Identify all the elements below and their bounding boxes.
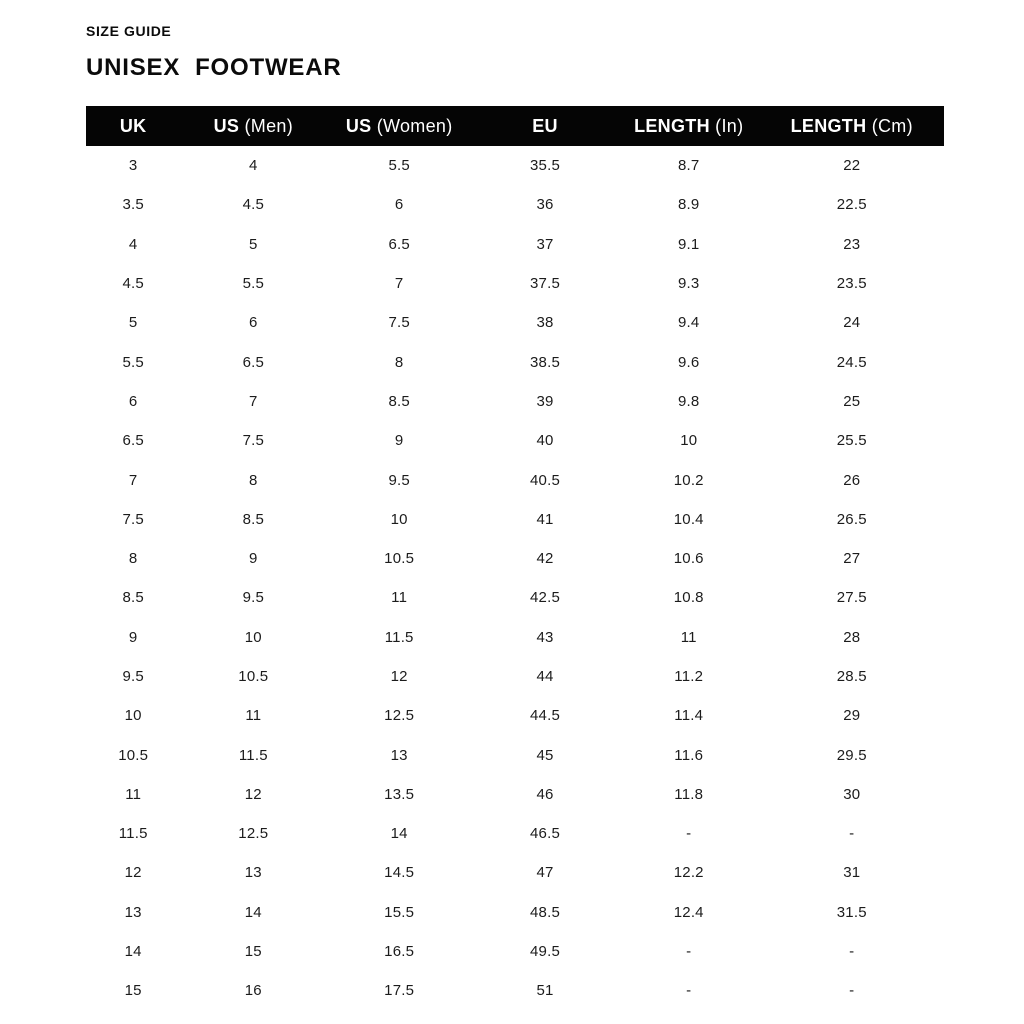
size-cell: 11 — [245, 707, 262, 725]
size-cell: 9 — [249, 550, 258, 568]
size-cell: 7.5 — [388, 314, 410, 332]
size-cell: 40 — [536, 432, 554, 450]
size-cell: 9 — [394, 432, 404, 450]
size-cell: 6.5 — [122, 432, 144, 450]
size-cell: 15.5 — [384, 903, 415, 921]
page-title: UNISEX FOOTWEAR — [86, 54, 342, 81]
size-cell: 48.5 — [530, 903, 561, 921]
size-cell: 8 — [128, 550, 138, 568]
size-cell: 16.5 — [384, 943, 415, 961]
size-table-body — [86, 146, 944, 1011]
size-cell: 5.5 — [122, 353, 144, 371]
size-cell: 46 — [536, 785, 554, 803]
size-cell: - — [686, 982, 692, 1000]
size-cell: 44.5 — [530, 707, 561, 725]
column-header-unit: (In) — [709, 115, 744, 136]
column-header-label: LENGTH — [790, 115, 867, 136]
size-cell: 12 — [124, 864, 142, 882]
size-cell: 14 — [390, 825, 408, 843]
size-cell: 12 — [390, 668, 408, 685]
column-header-label: US — [345, 115, 372, 136]
size-cell: 31 — [843, 864, 861, 882]
size-cell: 11.2 — [674, 668, 704, 685]
size-cell: 14 — [124, 943, 142, 961]
size-cell: 12.2 — [673, 864, 704, 882]
size-cell: 8 — [394, 353, 404, 371]
size-cell: 45 — [536, 746, 554, 764]
size-cell: 10 — [680, 432, 698, 450]
size-cell: 26.5 — [836, 510, 867, 528]
size-cell: 14 — [244, 903, 262, 921]
size-cell: 9 — [128, 628, 138, 646]
size-table-header-row — [86, 106, 944, 146]
column-header-unit: (Men) — [239, 115, 294, 136]
size-cell: 27.5 — [836, 589, 867, 607]
size-cell: 13 — [124, 903, 142, 921]
size-cell: 10.5 — [238, 668, 269, 685]
size-row — [86, 303, 944, 342]
size-row — [86, 382, 944, 421]
size-cell: 47 — [536, 864, 554, 882]
size-cell: 4.5 — [122, 275, 144, 293]
size-row — [86, 421, 944, 460]
size-cell: - — [849, 943, 855, 961]
size-cell: 12.5 — [238, 825, 269, 843]
size-cell: 11 — [391, 589, 408, 607]
size-row — [86, 657, 944, 696]
size-cell: 4.5 — [242, 196, 265, 214]
size-row — [86, 225, 944, 264]
size-cell: 51 — [536, 982, 554, 1000]
size-cell: 38.5 — [530, 353, 561, 371]
size-row — [86, 893, 944, 932]
size-cell: 5 — [249, 235, 258, 253]
size-row — [86, 539, 944, 578]
size-cell: 27 — [843, 550, 861, 568]
size-cell: 10.4 — [673, 510, 704, 528]
size-row — [86, 696, 944, 735]
size-cell: 13 — [390, 746, 408, 764]
size-cell: 25 — [843, 392, 861, 410]
size-cell: 11.5 — [238, 746, 268, 764]
size-row — [86, 735, 944, 774]
size-cell: 10 — [244, 628, 262, 646]
size-row — [86, 342, 944, 381]
column-header-label: LENGTH — [634, 115, 710, 136]
size-cell: 23.5 — [836, 275, 867, 293]
size-cell: 42 — [536, 550, 554, 568]
size-cell: 7 — [394, 275, 404, 293]
size-cell: 9.5 — [388, 471, 410, 489]
size-cell: 9.6 — [678, 353, 700, 371]
size-cell: 8.5 — [242, 510, 265, 528]
size-cell: 7 — [128, 471, 138, 489]
size-cell: 8.5 — [388, 392, 410, 410]
size-cell: 8.9 — [678, 196, 700, 214]
size-cell: 30 — [843, 785, 861, 803]
size-cell: - — [849, 982, 855, 1000]
size-cell: 11.5 — [384, 628, 414, 646]
size-cell: 36 — [536, 196, 554, 214]
size-cell: 4 — [128, 235, 138, 253]
size-cell: 24 — [843, 314, 861, 332]
size-cell: 46.5 — [530, 825, 561, 843]
size-cell: 12.5 — [384, 707, 415, 725]
size-cell: 29 — [843, 707, 861, 725]
size-cell: 9.8 — [678, 392, 700, 410]
size-cell: 9.3 — [678, 275, 700, 293]
column-header-uk — [86, 106, 180, 146]
size-cell: 10 — [124, 707, 142, 725]
size-cell: 38 — [536, 314, 554, 332]
size-cell: 10.6 — [673, 550, 704, 568]
size-cell: 42.5 — [530, 589, 561, 607]
size-cell: 15 — [124, 982, 142, 1000]
size-row — [86, 578, 944, 617]
size-cell: 43 — [536, 628, 554, 646]
column-header-label: US — [213, 115, 240, 136]
size-cell: 31.5 — [836, 903, 867, 921]
size-row — [86, 500, 944, 539]
size-cell: 13.5 — [384, 785, 415, 803]
size-cell: 4 — [249, 157, 258, 175]
column-header-eu — [472, 106, 618, 146]
column-header-label: EU — [532, 115, 558, 136]
size-cell: 40.5 — [530, 471, 561, 489]
size-cell: 10 — [390, 510, 408, 528]
size-cell: 39 — [536, 392, 554, 410]
size-cell: 7.5 — [122, 510, 144, 528]
size-cell: 11 — [680, 628, 697, 646]
size-cell: - — [849, 825, 855, 843]
size-cell: 22.5 — [836, 196, 867, 214]
size-cell: 6.5 — [388, 235, 410, 253]
size-cell: 15 — [244, 943, 262, 961]
size-cell: 8 — [249, 471, 258, 489]
size-cell: 11.4 — [674, 707, 704, 725]
size-cell: 6.5 — [242, 353, 265, 371]
size-cell: 37.5 — [530, 275, 561, 293]
size-cell: 9.1 — [678, 235, 700, 253]
size-cell: 3 — [128, 157, 138, 175]
size-cell: 7 — [249, 392, 258, 410]
column-header-length-in — [618, 106, 760, 146]
size-row — [86, 460, 944, 499]
size-cell: 8.7 — [678, 157, 700, 175]
column-header-label: UK — [119, 115, 147, 136]
size-table — [86, 106, 944, 1011]
size-cell: 16 — [244, 982, 262, 1000]
size-cell: 8.5 — [122, 589, 144, 607]
size-cell: 5 — [128, 314, 138, 332]
size-cell: 11.8 — [674, 785, 704, 803]
size-cell: 35.5 — [530, 157, 561, 175]
size-cell: - — [686, 943, 692, 961]
size-cell: 10.8 — [673, 589, 704, 607]
size-table-head — [86, 106, 944, 146]
size-cell: 17.5 — [384, 982, 415, 1000]
size-cell: 9.5 — [122, 668, 144, 685]
size-cell: 6 — [394, 196, 404, 214]
size-cell: 28.5 — [836, 668, 867, 685]
size-cell: 9.5 — [242, 589, 265, 607]
size-cell: 11 — [125, 785, 142, 803]
column-header-us-women — [326, 106, 472, 146]
size-cell: 49.5 — [530, 943, 561, 961]
size-cell: 41 — [536, 510, 554, 528]
column-header-length-cm — [760, 106, 944, 146]
size-row — [86, 618, 944, 657]
size-cell: 26 — [843, 471, 861, 489]
size-cell: 12 — [244, 785, 262, 803]
size-cell: 14.5 — [384, 864, 415, 882]
size-cell: 23 — [843, 235, 861, 253]
size-cell: 37 — [536, 235, 554, 253]
size-cell: 7.5 — [242, 432, 265, 450]
size-cell: 10.2 — [673, 471, 704, 489]
size-cell: 11.6 — [674, 746, 704, 764]
column-header-unit: (Women) — [371, 115, 453, 136]
size-cell: 6 — [249, 314, 258, 332]
size-row — [86, 814, 944, 853]
size-cell: 24.5 — [836, 353, 867, 371]
size-row — [86, 185, 944, 224]
size-cell: 29.5 — [836, 746, 867, 764]
size-guide-label: SIZE GUIDE — [86, 23, 172, 39]
size-cell: 44 — [536, 668, 554, 685]
size-cell: 5.5 — [388, 157, 410, 175]
size-row — [86, 853, 944, 892]
size-cell: 10.5 — [384, 550, 415, 568]
size-cell: 10.5 — [118, 746, 149, 764]
size-cell: 28 — [843, 628, 861, 646]
size-cell: - — [686, 825, 692, 843]
column-header-unit: (Cm) — [866, 115, 913, 136]
size-row — [86, 775, 944, 814]
size-cell: 9.4 — [678, 314, 700, 332]
size-cell: 6 — [128, 392, 138, 410]
size-cell: 5.5 — [242, 275, 265, 293]
size-cell: 13 — [244, 864, 262, 882]
size-cell: 3.5 — [122, 196, 144, 214]
size-row — [86, 932, 944, 971]
size-cell: 11.5 — [118, 825, 148, 843]
size-row — [86, 146, 944, 185]
size-row — [86, 264, 944, 303]
size-cell: 12.4 — [673, 903, 704, 921]
size-row — [86, 971, 944, 1010]
size-cell: 25.5 — [836, 432, 867, 450]
column-header-us-men — [180, 106, 326, 146]
size-cell: 22 — [843, 157, 861, 175]
